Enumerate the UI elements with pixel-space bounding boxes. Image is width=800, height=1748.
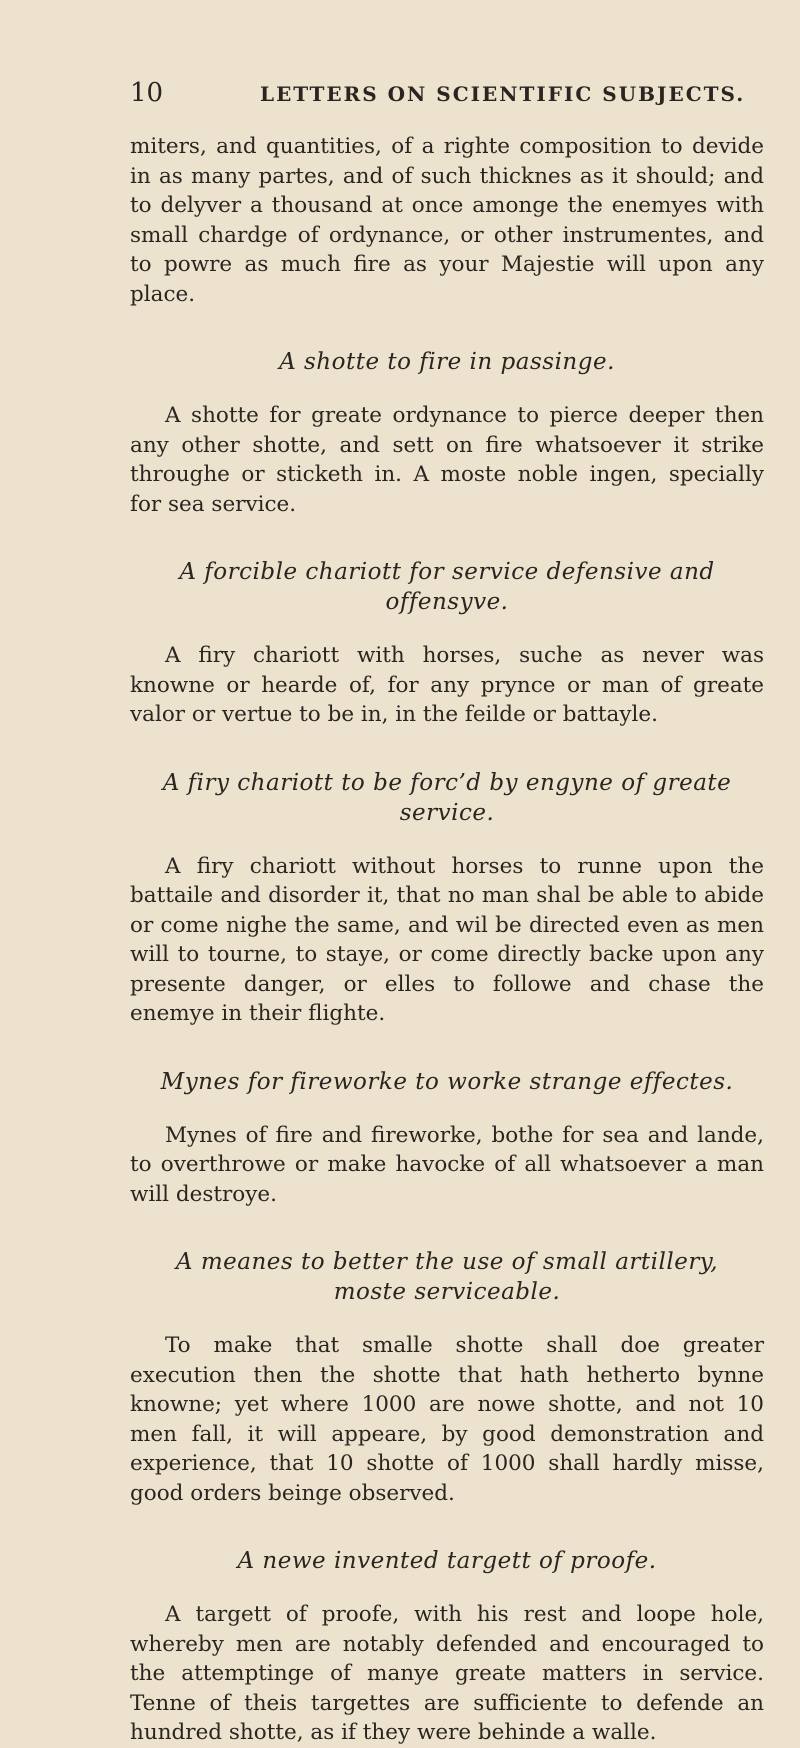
- section-heading: Mynes for fireworke to worke strange effectes.: [160, 1068, 734, 1095]
- page-number: 10: [130, 78, 164, 108]
- section-heading: A forcible chariott for service defensive and offensyve.: [179, 559, 715, 615]
- paragraph: miters, and quantities, of a righte composition to devide in as many partes, and of such thicknes as it should; and to delyver a thousand at once amonge the enemyes with small chardge of ordynance, or other instrumentes, and to powre as much fire as your Majestie will upon any place.: [130, 134, 764, 307]
- running-title: LETTERS ON SCIENTIFIC SUBJECTS.: [260, 82, 746, 106]
- page-header: [130, 78, 764, 114]
- paragraph: A firy chariott without horses to runne upon the battaile and disorder it, that no man shal be able to abide or come nighe the same, and wil be directed even as men will to tourne, to staye, or come directly backe upon any presente danger, or elles to followe and chase the enemye in their flighte.: [130, 853, 764, 1026]
- paragraph: Mynes of fire and fireworke, bothe for sea and lande, to overthrowe or make havocke of all whatsoever a man will destroye.: [130, 1122, 764, 1207]
- page-body: [130, 132, 764, 1748]
- section-heading: A newe invented targett of proofe.: [237, 1548, 657, 1574]
- paragraph: A shotte for greate ordynance to pierce deeper then any other shotte, and sett on fire whatsoever it strike throughe or sticketh in. A moste noble ingen, specially for sea service.: [130, 403, 764, 517]
- paragraph: A targett of proofe, with his rest and loope hole, whereby men are notably defended and encouraged to the attemptinge of manye greate matters in service. Tenne of theis targettes are sufficiente to defende an hundred shotte, as if they were behinde a walle.: [130, 1602, 764, 1745]
- section-heading: A shotte to fire in passinge.: [279, 349, 615, 375]
- section-heading: A meanes to better the use of small artillery, moste serviceable.: [175, 1249, 719, 1305]
- section-heading: A firy chariott to be forc’d by engyne of greate service.: [162, 769, 732, 826]
- paragraph: To make that smalle shotte shall doe greater execution then the shotte that hath hetherto bynne knowne; yet where 1000 are nowe shotte, and not 10 men fall, it will appeare, by good demonstration and experience, that 10 shotte of 1000 shall hardly misse, good orders beinge observed.: [130, 1333, 764, 1506]
- paragraph: A firy chariott with horses, suche as never was knowne or hearde of, for any prynce or man of greate valor or vertue to be in, in the feilde or battayle.: [130, 643, 764, 727]
